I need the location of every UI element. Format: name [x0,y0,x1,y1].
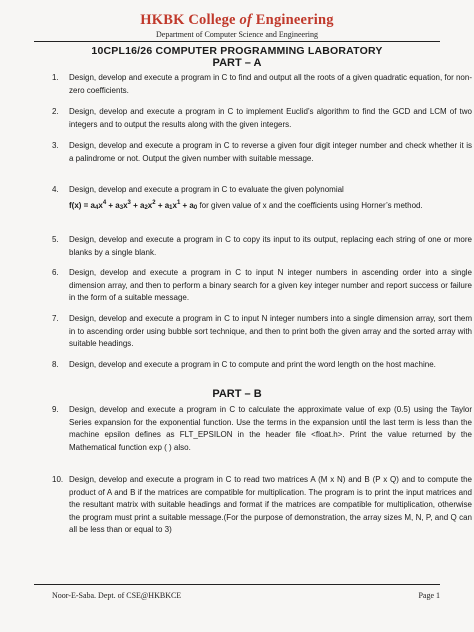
polynomial-rest: for given value of x and the coefficients using Horner’s method. [197,200,423,210]
item-number: 6. [52,268,59,277]
item-text-intro: Design, develop and execute a program in C to evaluate the given polynomial [69,185,344,194]
college-title-pre: HKBK College [140,12,240,28]
lab-title: 10CPL16/26 COMPUTER PROGRAMMING LABORATORY [91,45,383,57]
item-number: 5. [52,235,59,244]
item-text: Design, develop and execute a program in C to input N integer numbers into a single dimension array, sort them in to ascending order using bubble sort technique, and then to print both the given array and the sorted array with suitable headings. [69,314,472,348]
footer-author: Noor-E-Saba. Dept. of CSE@HKBKCE [52,591,182,600]
polynomial-expression: $f(x) = a_4x^4 + a_3x^3 + a_2x^2 + a_1x^1 + a_0$ [69,199,198,211]
item-text: Design, develop and execute a program in C to implement Euclid’s algorithm to find the GCD and LCM of two integers and to output the results along with the given integers. [69,107,472,129]
item-number: 9. [52,405,59,414]
item-text [69,184,472,214]
footer-rule [34,584,440,585]
item-number: 1. [52,73,59,82]
page-number: Page 1 [418,591,440,600]
college-title-post: Engineering [251,12,334,28]
college-title [0,12,474,29]
part-b-heading: PART – B [212,388,262,400]
item-text: Design, develop and execute a program in C to read two matrices A (M x N) and B (P x Q) and to compute the product of A and B if the matrices are compatible for multiplication. The program is to print the input matrices and the resultant matrix with suitable headings and format if the matrices are compatible for multiplication, otherwise the program must print a suitable message.(For the purpose of demonstration, the array sizes M, N, P, and Q can all be less than or equal to 3) [69,475,472,534]
item-number: 7. [52,314,59,323]
item-text: Design, develop and execute a program in C to calculate the approximate value of exp (0.5) using the Taylor Series expansion for the exponential function. Use the terms in the expansion until the last term is less than the machine epsilon defines as FLT_EPSILON in the header file <float.h>. Print the value returned by the Mathematical function exp ( ) also. [69,405,472,452]
item-number: 8. [52,360,59,369]
item-number: 10. [52,475,64,484]
item-text: Design, develop and execute a program in C to reverse a given four digit integer number and check whether it is a palindrome or not. Output the given number with suitable message. [69,141,472,163]
item-text: Design, develop and execute a program in C to find and output all the roots of a given quadratic equation, for non-zero coefficients. [69,73,472,95]
college-title-of: of [239,12,252,28]
item-number: 4. [52,185,59,194]
item-text: Design, develop and execute a program in C to input N integer numbers in ascending order into a single dimension array, and then to perform a binary search for a given key integer number and report success or failure in the form of a suitable message. [69,268,472,302]
item-number: 2. [52,107,59,116]
part-a-heading: PART – A [212,57,262,69]
department-name: Department of Computer Science and Engineering [156,30,318,39]
item-text: Design, develop and execute a program in C to copy its input to its output, replacing each string of one or more blanks by a single blank. [69,235,472,257]
item-number: 3. [52,141,59,150]
header-rule [34,41,440,42]
item-text: Design, develop and execute a program in C to compute and print the word length on the host machine. [69,360,436,369]
